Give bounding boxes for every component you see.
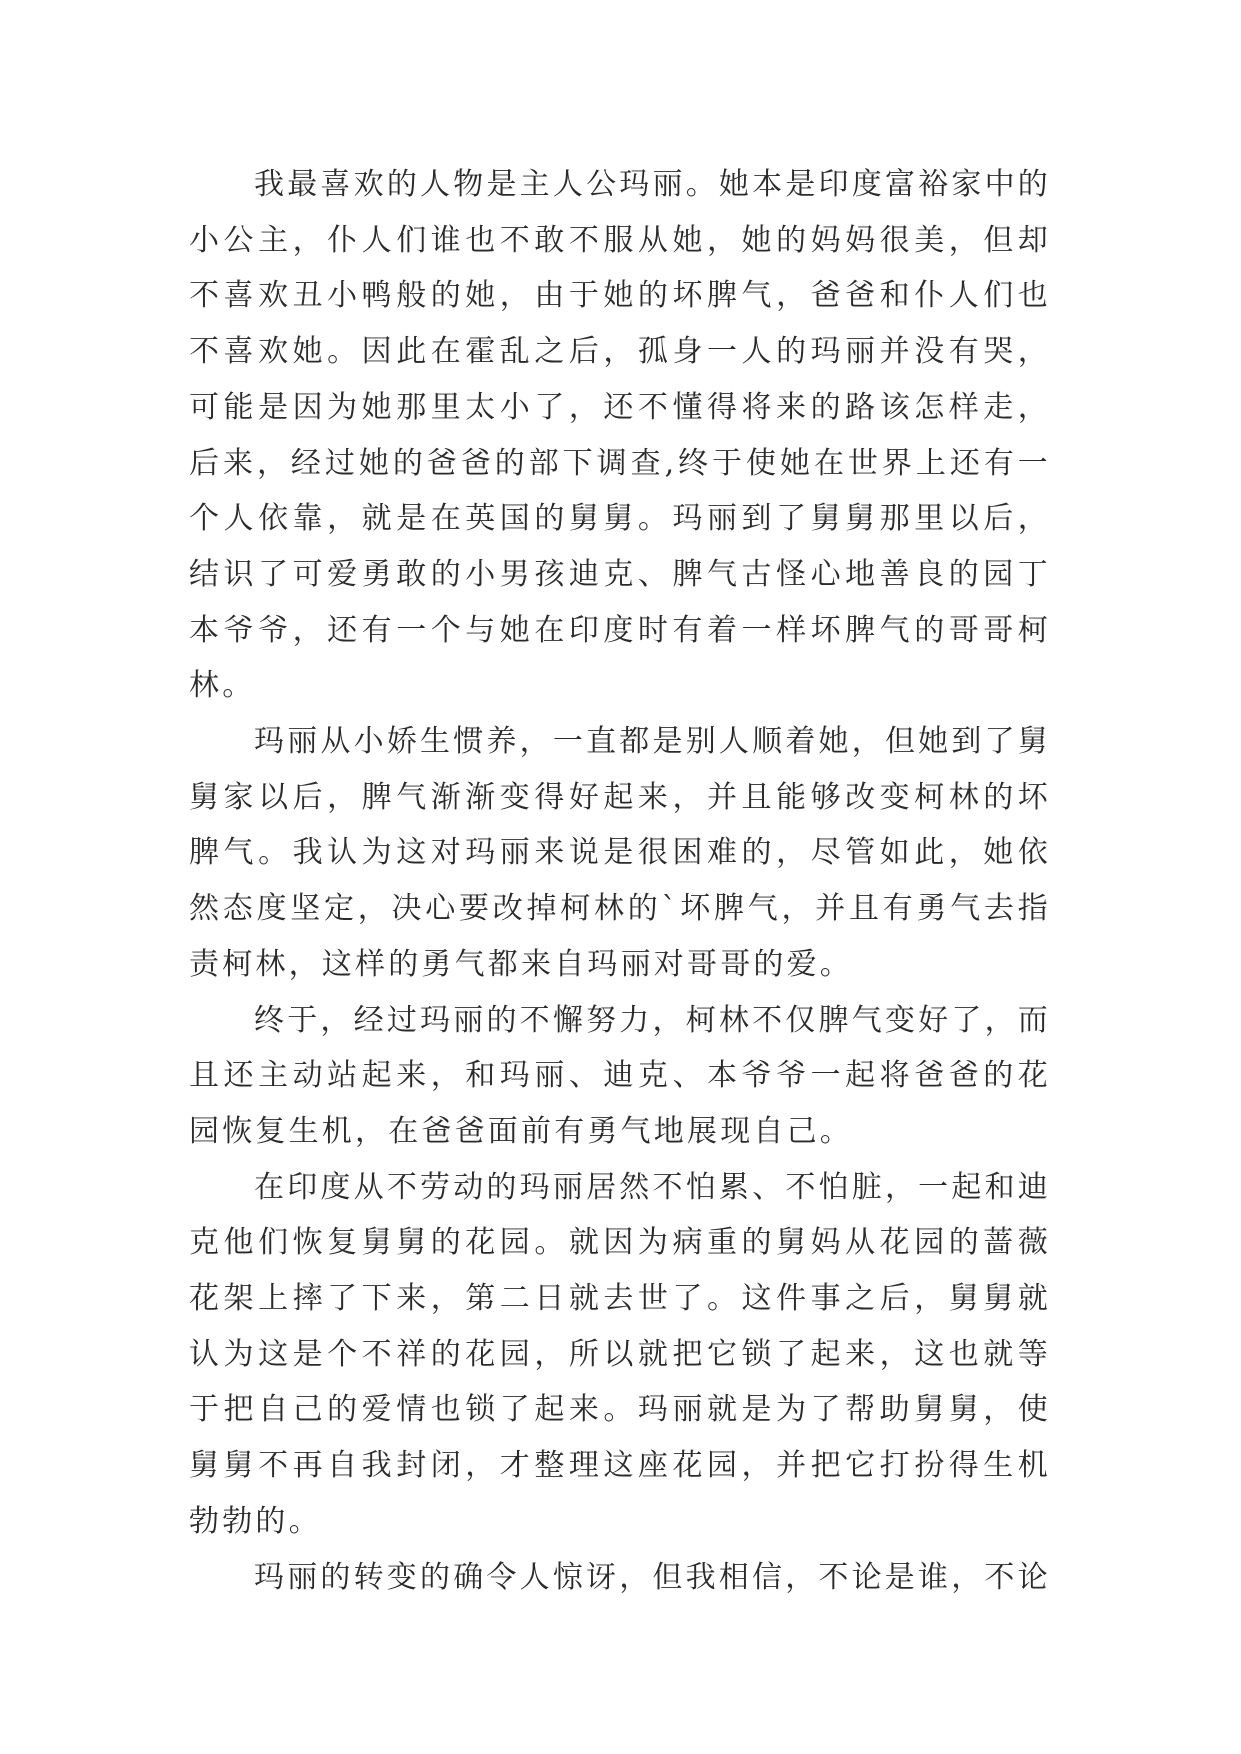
paragraph-2: 玛丽从小娇生惯养，一直都是别人顺着她，但她到了舅舅家以后，脾气渐渐变得好起来，并且能够改变柯林的坏脾气。我认为这对玛丽来说是很困难的，尽管如此，她依然态度坚定，决心要改掉柯林的`坏脾气，并且有勇气去指责柯林，这样的勇气都来自玛丽对哥哥的爱。 <box>189 724 1051 982</box>
paragraph-4: 在印度从不劳动的玛丽居然不怕累、不怕脏，一起和迪克他们恢复舅舅的花园。就因为病重的舅妈从花园的蔷薇花架上摔了下来，第二日就去世了。这件事之后，舅舅就认为这是个不祥的花园，所以就把它锁了起来，这也就等于把自己的爱情也锁了起来。玛丽就是为了帮助舅舅，使舅舅不再自我封闭，才整理这座花园，并把它打扮得生机勃勃的。 <box>189 1169 1051 1539</box>
paragraph-3: 终于，经过玛丽的不懈努力，柯林不仅脾气变好了，而且还主动站起来，和玛丽、迪克、本爷爷一起将爸爸的花园恢复生机，在爸爸面前有勇气地展现自己。 <box>189 1002 1051 1149</box>
document-body <box>189 157 1051 1605</box>
paragraph-5: 玛丽的转变的确令人惊讶，但我相信，不论是谁，不论 <box>254 1559 1051 1595</box>
paragraph-1: 我最喜欢的人物是主人公玛丽。她本是印度富裕家中的小公主，仆人们谁也不敢不服从她，她的妈妈很美，但却不喜欢丑小鸭般的她，由于她的坏脾气，爸爸和仆人们也不喜欢她。因此在霍乱之后，孤身一人的玛丽并没有哭，可能是因为她那里太小了，还不懂得将来的路该怎样走，后来，经过她的爸爸的部下调查,终于使她在世界上还有一个人依靠，就是在英国的舅舅。玛丽到了舅舅那里以后，结识了可爱勇敢的小男孩迪克、脾气古怪心地善良的园丁本爷爷，还有一个与她在印度时有着一样坏脾气的哥哥柯林。 <box>189 167 1051 704</box>
